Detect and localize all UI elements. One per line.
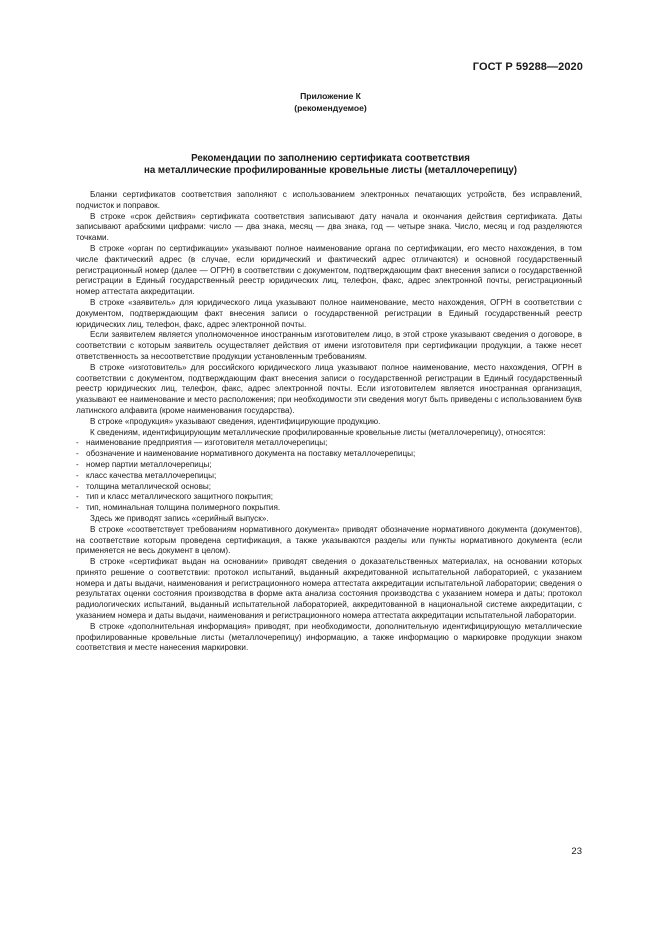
identification-list (76, 438, 582, 514)
list-dash: - (76, 449, 79, 459)
paragraph: Здесь же приводят запись «серийный выпуск». (90, 513, 269, 523)
paragraph: В строке «продукция» указывают сведения, идентифицирующие продукцию. (90, 416, 381, 426)
list-item-text: номер партии металлочерепицы; (86, 459, 212, 469)
document-body (76, 190, 582, 654)
list-dash: - (76, 459, 79, 469)
list-item-text: тип, номинальная толщина полимерного покрытия. (86, 503, 281, 513)
paragraph: В строке «сертификат выдан на основании» приводят сведения о доказательственных материалах, на основании которых принято решение о соответствии: протокол испытаний, выданный аккредитованной испытательной лабораторией, с указанием номера и даты выдачи, наименования и регистрационного номера аттестата аккредитации испытательной лаборатории; сведения о результатах оценки состояния производства в форме акта анализа состояния производства с указанием номера и даты; протокол радиологических испытаний, выданный испытательной лабораторией, аккредитованной в национальной системе аккредитации, с указанием номера и даты выдачи, наименования и регистрационного номера аттестата аккредитации испытательной лаборатории. (76, 557, 582, 621)
appendix-heading (0, 91, 661, 114)
list-item-text: толщина металлической основы; (86, 481, 211, 491)
list-item-text: класс качества металлочерепицы; (86, 470, 217, 480)
list-item (76, 449, 582, 460)
list-dash: - (76, 503, 79, 513)
section-title-line-1: Рекомендации по заполнению сертификата соответствия (191, 153, 470, 164)
list-dash: - (76, 492, 79, 502)
list-item (76, 460, 582, 471)
section-title (0, 153, 661, 177)
paragraph: В строке «соответствует требованиям нормативного документа» приводят обозначение нормативного документа (документов), на соответствие которым проведена сертификация, а также указываются разделы или пункты нормативного документа (если применяется не весь документ в целом). (76, 524, 582, 556)
paragraph: В строке «орган по сертификации» указывают полное наименование органа по сертификации, его место нахождения, в том числе фактический адрес (в случае, если юридический и фактический адрес отличаются) и основной государственный регистрационный номер (далее — ОГРН) в соответствии с документом, подтверждающим факт внесения записи о государственной регистрации в Единый государственный реестр юридических лиц, телефон, факс, адрес электронной почты, регистрационный номер аттестата аккредитации. (76, 243, 582, 297)
paragraph: В строке «изготовитель» для российского юридического лица указывают полное наименование, место нахождения, ОГРН в соответствии с документом, подтверждающим факт внесения записи о государственной регистрации в Единый государственный реестр юридических лиц, телефон, факс, адрес электронной почты. Если изготовителем является иностранная организация, указывают ее наименование и место расположения; при необходимости эти сведения могут быть приведены с использованием букв латинского алфавита (кроме наименования государства). (76, 362, 582, 415)
list-item (76, 438, 582, 449)
list-item-text: обозначение и наименование нормативного документа на поставку металлочерепицы; (86, 449, 416, 459)
document-code: ГОСТ Р 59288—2020 (472, 61, 583, 73)
paragraph: В строке «срок действия» сертификата соответствия записывают дату начала и окончания действия сертификата. Даты записывают арабскими цифрами: число — два знака, месяц — два знака, год — четыре знака. Число, месяц и год разделяются точками. (76, 211, 582, 243)
appendix-status: (рекомендуемое) (294, 102, 367, 113)
list-item (76, 503, 582, 514)
paragraph: Если заявителем является уполномоченное иностранным изготовителем лицо, в этой строке указывают сведения о договоре, в соответствии с которым заявитель осуществляет действия от имени изготовителя при сертификации продукции, а также несет ответственность за несоответствие продукции установленным требованиям. (76, 330, 582, 361)
appendix-title: Приложение К (300, 91, 361, 101)
paragraph: К сведениям, идентифицирующим металлические профилированные кровельные листы (металлочерепицу), относятся: (90, 427, 546, 437)
section-title-line-2: на металлические профилированные кровельные листы (металлочерепицу) (144, 165, 517, 176)
list-item (76, 482, 582, 493)
list-dash: - (76, 481, 79, 491)
list-item-text: тип и класс металлического защитного покрытия; (86, 492, 274, 502)
list-item-text: наименование предприятия — изготовителя металлочерепицы; (86, 438, 328, 448)
list-dash: - (76, 470, 79, 480)
page-number: 23 (571, 846, 582, 857)
list-item (76, 471, 582, 482)
paragraph: В строке «дополнительная информация» приводят, при необходимости, дополнительную идентифицирующую металлические профилированные кровельные листы (металлочерепицу) информацию, а также информацию о маркировке продукции знаком соответствия и месте нанесения маркировки. (76, 621, 582, 653)
paragraph: В строке «заявитель» для юридического лица указывают полное наименование, место нахождения, ОГРН в соответствии с документом, подтверждающим факт внесения записи о государственной регистрации в Единый государственный реестр юридических лиц, телефон, факс, адрес электронной почты. (76, 297, 582, 329)
paragraph: Бланки сертификатов соответствия заполняют с использованием электронных печатающих устройств, без исправлений, подчисток и поправок. (76, 190, 582, 210)
list-dash: - (76, 438, 79, 448)
list-item (76, 492, 582, 503)
